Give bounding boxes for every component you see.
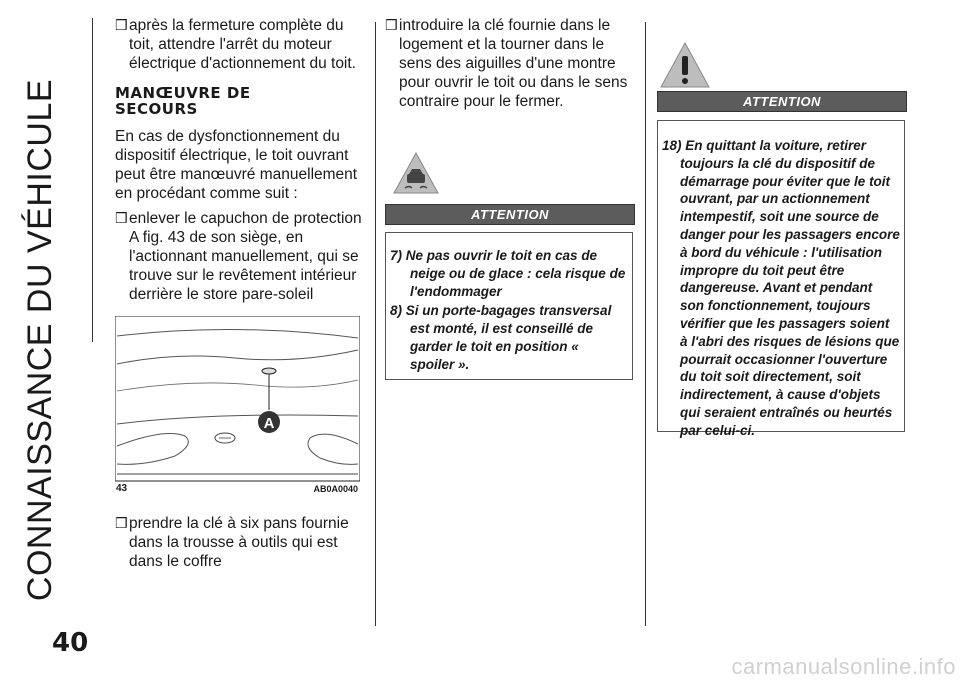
figure-43 bbox=[115, 316, 360, 496]
figure-callout-a: A bbox=[263, 415, 275, 432]
checkbox-bullet-icon: ❒ bbox=[115, 17, 128, 33]
bullet-item: ❒ prendre la clé à six pans fournie dans la trousse à outils qui est dans le coffre bbox=[115, 515, 349, 570]
intro-paragraph: En cas de dysfonctionnement du dispositif électrique, le toit ouvrant peut être manœuvré manuellement en procédant comme suit : bbox=[115, 128, 358, 202]
warning-title-bar: ATTENTION bbox=[657, 91, 907, 112]
warning-item: 18) En quittant la voiture, retirer toujours la clé du dispositif de démarrage pour éviter que le toit ouvrant, par un actionnement intempestif, soit une source de danger pour les passagers encore à bord du véhicule : l'utilisation impropre du toit peut être dangereuse. Avant et pendant son fonctionnement, toujours vérifier que les passagers soient à l'abri des risques de lésions que pourrait occasionner l'ouverture du toit soit directement, soit indirectement, à cause d'objets qui seraient entraînés ou heurtés par celui-ci. bbox=[662, 138, 900, 438]
bullet-item: ❒ après la fermeture complète du toit, attendre l'arrêt du moteur électrique d'actionnement du toit. bbox=[115, 17, 356, 72]
warning-box bbox=[385, 232, 633, 380]
column-2 bbox=[385, 16, 635, 117]
column-1 bbox=[115, 16, 365, 310]
figure-code: AB0A0040 bbox=[313, 484, 358, 494]
page-number: 40 bbox=[52, 628, 89, 658]
checkbox-bullet-icon: ❒ bbox=[385, 17, 398, 33]
roof-interior-illustration bbox=[115, 316, 360, 496]
warning-item: 7) Ne pas ouvrir le toit en cas de neige ou de glace : cela risque de l'endommager bbox=[390, 248, 626, 299]
exclamation-warning-icon bbox=[659, 40, 711, 90]
section-title: CONNAISSANCE DU VÉHICULE bbox=[21, 78, 59, 602]
bullet-item: ❒ introduire la clé fournie dans le logement et la tourner dans le sens des aiguilles d'une montre pour ouvrir le toit ou dans le sens contraire pour le fermer. bbox=[385, 17, 628, 110]
section-divider-line bbox=[92, 18, 93, 342]
figure-number: 43 bbox=[116, 483, 128, 494]
warning-title-bar: ATTENTION bbox=[385, 204, 635, 225]
section-heading: MANŒUVRE DE SECOURS bbox=[115, 84, 251, 118]
slippery-road-warning-icon bbox=[392, 150, 440, 195]
bullet-item: ❒ enlever le capuchon de protection A fig. 43 de son siège, en l'actionnant manuellement, qui se trouve sur le revêtement intérieur derrière le store pare-soleil bbox=[115, 210, 362, 303]
checkbox-bullet-icon: ❒ bbox=[115, 210, 128, 226]
column-divider-1 bbox=[375, 22, 376, 626]
warning-box bbox=[657, 120, 905, 438]
column-divider-2 bbox=[645, 22, 646, 626]
column-1-continued bbox=[115, 514, 365, 577]
watermark: carmanualsonline.info bbox=[731, 654, 956, 679]
checkbox-bullet-icon: ❒ bbox=[115, 515, 128, 531]
warning-item: 8) Si un porte-bagages transversal est monté, il est conseillé de garder le toit en position « spoiler ». bbox=[390, 303, 612, 372]
